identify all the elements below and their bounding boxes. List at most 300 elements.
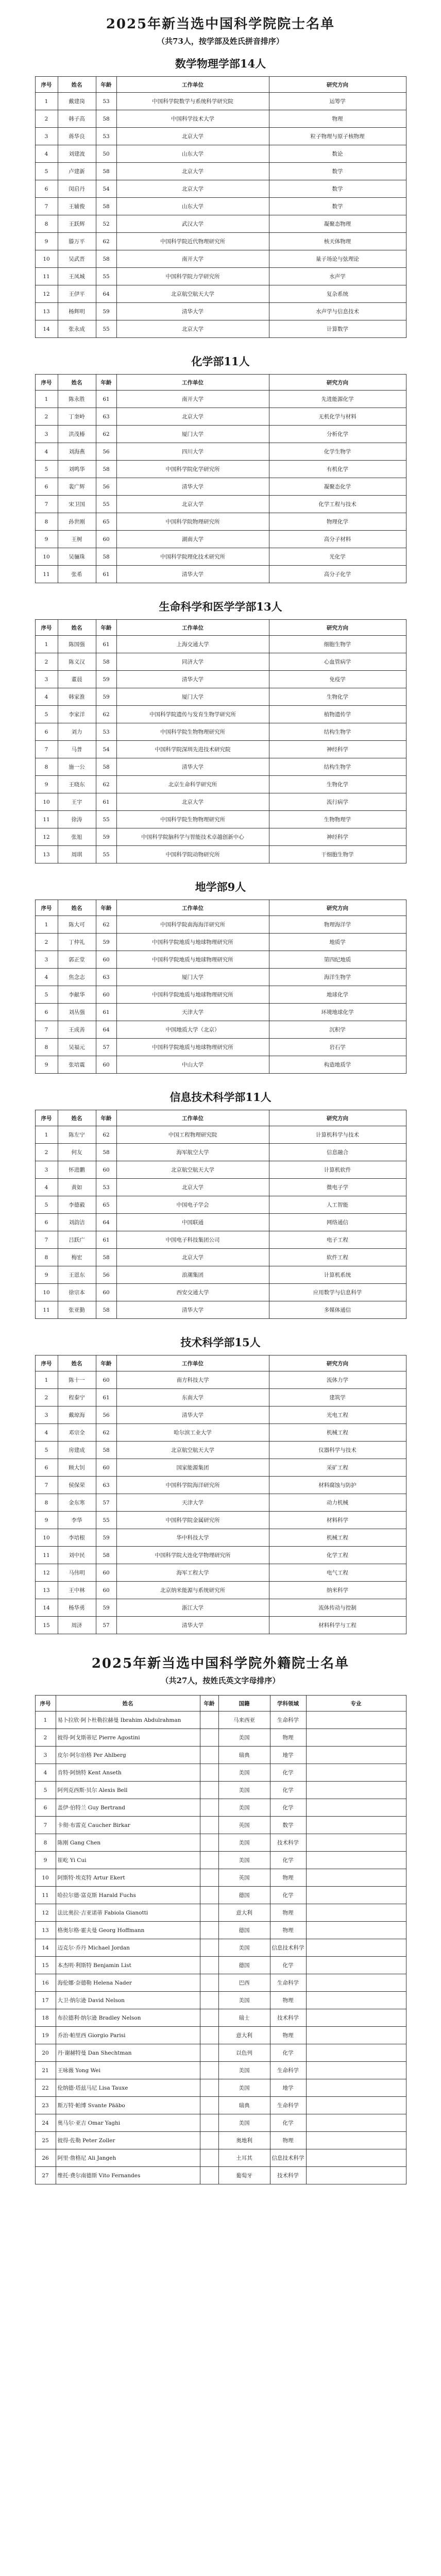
cell-age: 58 (96, 163, 116, 180)
column-header: 研究方向 (269, 1355, 406, 1371)
foreign-cell-nationality: 葡萄牙 (218, 2167, 270, 2184)
cell-name: 李德毅 (58, 1196, 96, 1214)
cell-age: 58 (96, 1249, 116, 1266)
table-header-row (35, 1355, 406, 1371)
cell-age: 60 (96, 531, 116, 548)
foreign-cell-name: 易卜拉欣·阿卜杜勒拉赫曼 Ibrahim Abdulrahman (56, 1711, 200, 1729)
cell-age: 62 (96, 233, 116, 250)
foreign-cell-field: 物理 (270, 1869, 306, 1887)
cell-field: 心血管病学 (269, 653, 406, 671)
cell-age: 60 (96, 1564, 116, 1582)
cell-no: 6 (35, 723, 58, 741)
cell-no: 10 (35, 793, 58, 811)
cell-name: 程泰宁 (58, 1389, 96, 1406)
table-row (35, 1231, 406, 1249)
cell-unit: 北京大学 (116, 408, 269, 426)
foreign-cell-name: 崔屹 Yi Cui (56, 1852, 200, 1869)
cell-age: 63 (96, 969, 116, 986)
cell-age: 59 (96, 303, 116, 320)
cell-field: 物理海洋学 (269, 916, 406, 934)
column-header: 工作单位 (116, 375, 269, 391)
column-header: 序号 (35, 1355, 58, 1371)
cell-no: 9 (35, 531, 58, 548)
cell-field: 岩石学 (269, 1039, 406, 1056)
foreign-cell-name: 王咏薇 Yong Wei (56, 2062, 200, 2079)
foreign-cell-field: 生命科学 (270, 1974, 306, 1992)
cell-field: 结构生物学 (269, 723, 406, 741)
cell-age: 61 (96, 636, 116, 653)
foreign-cell-specialty (306, 1799, 406, 1817)
cell-field: 细胞生物学 (269, 636, 406, 653)
cell-no: 6 (35, 180, 58, 198)
table-row (35, 1477, 406, 1494)
cell-field: 水声学 (269, 268, 406, 285)
cell-age: 61 (96, 1004, 116, 1021)
cell-field: 微电子学 (269, 1179, 406, 1196)
page-subtitle: （共73人，按学部及姓氏拼音排序） (157, 37, 284, 46)
table-row (35, 1021, 406, 1039)
foreign-cell-age (200, 1904, 218, 1922)
cell-unit: 清华大学 (116, 478, 269, 496)
foreign-cell-age (200, 1782, 218, 1799)
foreign-table-row (35, 1992, 406, 2009)
foreign-cell-field: 物理 (270, 1922, 306, 1939)
cell-no: 5 (35, 461, 58, 478)
cell-name: 戴琼海 (58, 1406, 96, 1424)
cell-name: 马普 (58, 741, 96, 758)
foreign-cell-field: 地学 (270, 2079, 306, 2097)
foreign-table-row (35, 1764, 406, 1782)
cell-unit: 山东大学 (116, 198, 269, 215)
cell-age: 53 (96, 723, 116, 741)
foreign-column-header: 学科领域 (270, 1696, 306, 1711)
cell-age: 62 (96, 706, 116, 723)
cell-no: 9 (35, 1056, 58, 1074)
cell-field: 网络通信 (269, 1214, 406, 1231)
table-row (35, 478, 406, 496)
table-row (35, 426, 406, 443)
cell-name: 陈义汉 (58, 653, 96, 671)
cell-unit: 四川大学 (116, 443, 269, 461)
cell-unit: 同济大学 (116, 653, 269, 671)
cell-no: 11 (35, 1547, 58, 1564)
cell-field: 生物物理学 (269, 811, 406, 828)
cell-age: 57 (96, 1494, 116, 1512)
table-row (35, 1284, 406, 1301)
foreign-column-header: 年龄 (200, 1696, 218, 1711)
cell-field: 分析化学 (269, 426, 406, 443)
foreign-table-row (35, 2027, 406, 2044)
cell-name: 戴建岗 (58, 93, 96, 110)
cell-field: 神经科学 (269, 741, 406, 758)
cell-age: 60 (96, 1056, 116, 1074)
table-row (35, 128, 406, 145)
cell-field: 电子工程 (269, 1231, 406, 1249)
cell-name: 刘建波 (58, 145, 96, 163)
table-row (35, 636, 406, 653)
foreign-cell-specialty (306, 2097, 406, 2114)
cell-unit: 中国科学院近代物理研究所 (116, 233, 269, 250)
cell-unit: 中国科学院理化技术研究所 (116, 548, 269, 566)
cell-no: 9 (35, 1266, 58, 1284)
cell-name: 陈大可 (58, 916, 96, 934)
cell-name: 丁仲礼 (58, 934, 96, 951)
foreign-cell-name: 彼得·佐勒 Peter Zoller (56, 2132, 200, 2149)
table-row (35, 461, 406, 478)
cell-field: 粒子物理与原子核物理 (269, 128, 406, 145)
foreign-cell-age (200, 2009, 218, 2027)
foreign-cell-age (200, 1711, 218, 1729)
foreign-cell-age (200, 1957, 218, 1974)
cell-no: 4 (35, 688, 58, 706)
foreign-cell-specialty (306, 1957, 406, 1974)
cell-unit: 厦门大学 (116, 969, 269, 986)
foreign-cell-nationality: 瑞典 (218, 2097, 270, 2114)
foreign-cell-field: 生命科学 (270, 1711, 306, 1729)
cell-unit: 南开大学 (116, 391, 269, 408)
cell-age: 58 (96, 1144, 116, 1161)
cell-field: 环境地球化学 (269, 1004, 406, 1021)
table-row (35, 198, 406, 215)
cell-age: 55 (96, 496, 116, 513)
cell-name: 王辅俊 (58, 198, 96, 215)
foreign-cell-specialty (306, 1974, 406, 1992)
column-header: 序号 (35, 77, 58, 93)
cell-name: 刘力 (58, 723, 96, 741)
table-row (35, 776, 406, 793)
cell-age: 55 (96, 268, 116, 285)
foreign-cell-name: 肯特·阿纳特 Kent Anseth (56, 1764, 200, 1782)
section-title: 信息技术科学部11人 (169, 1091, 272, 1104)
cell-unit: 中国电子学会 (116, 1196, 269, 1214)
cell-field: 机械工程 (269, 1529, 406, 1547)
cell-name: 陈十一 (58, 1371, 96, 1389)
cell-no: 1 (35, 1126, 58, 1144)
foreign-cell-name: 海伦娜·奈德勒 Helena Nader (56, 1974, 200, 1992)
section-table (35, 900, 406, 1074)
foreign-cell-specialty (306, 2044, 406, 2062)
foreign-table-row (35, 2079, 406, 2097)
cell-field: 材料科学与工程 (269, 1617, 406, 1634)
foreign-cell-nationality: 瑞士 (218, 2009, 270, 2027)
foreign-cell-field: 物理 (270, 2027, 306, 2044)
cell-unit: 清华大学 (116, 671, 269, 688)
cell-age: 57 (96, 1617, 116, 1634)
foreign-cell-specialty (306, 2079, 406, 2097)
table-row (35, 1406, 406, 1424)
cell-field: 生物化学 (269, 776, 406, 793)
column-header: 研究方向 (269, 900, 406, 916)
foreign-cell-field: 数学 (270, 1817, 306, 1834)
foreign-cell-name: 阿斯特·埃克特 Artur Ekert (56, 1869, 200, 1887)
cell-no: 2 (35, 1389, 58, 1406)
table-row (35, 1126, 406, 1144)
column-header: 工作单位 (116, 900, 269, 916)
foreign-table-body (35, 1711, 406, 2184)
column-header: 序号 (35, 900, 58, 916)
cell-name: 刘鸣华 (58, 461, 96, 478)
foreign-table-row (35, 1834, 406, 1852)
foreign-cell-nationality: 巴西 (218, 1974, 270, 1992)
foreign-cell-nationality: 美国 (218, 1729, 270, 1747)
cell-no: 11 (35, 811, 58, 828)
cell-unit: 中国科学院地质与地球物理研究所 (116, 986, 269, 1004)
cell-no: 5 (35, 1442, 58, 1459)
foreign-cell-age (200, 1747, 218, 1764)
cell-field: 纳米科学 (269, 1582, 406, 1599)
cell-unit: 东南大学 (116, 1389, 269, 1406)
cell-age: 58 (96, 250, 116, 268)
academy-section (0, 599, 441, 863)
cell-field: 信息融合 (269, 1144, 406, 1161)
academy-section (0, 879, 441, 1074)
foreign-cell-specialty (306, 2009, 406, 2027)
section-title: 化学部11人 (191, 355, 250, 368)
cell-no: 3 (35, 1406, 58, 1424)
foreign-cell-age (200, 1869, 218, 1887)
table-row (35, 1249, 406, 1266)
academy-section (0, 353, 441, 583)
foreign-table-row (35, 1711, 406, 1729)
cell-field: 计算机科学与技术 (269, 1126, 406, 1144)
table-row (35, 1301, 406, 1319)
cell-no: 6 (35, 1459, 58, 1477)
table-row (35, 1144, 406, 1161)
cell-unit: 中国科学院数学与系统科学研究院 (116, 93, 269, 110)
cell-unit: 中国科学院地质与地球物理研究所 (116, 1039, 269, 1056)
foreign-cell-field: 化学 (270, 1887, 306, 1904)
table-row (35, 671, 406, 688)
cell-name: 李家洋 (58, 706, 96, 723)
foreign-table-row (35, 1799, 406, 1817)
cell-unit: 南开大学 (116, 250, 269, 268)
foreign-cell-nationality: 马来西亚 (218, 1711, 270, 1729)
cell-no: 8 (35, 1039, 58, 1056)
cell-name: 张永成 (58, 320, 96, 338)
foreign-cell-field: 化学 (270, 1764, 306, 1782)
cell-no: 7 (35, 496, 58, 513)
cell-field: 计算数学 (269, 320, 406, 338)
cell-no: 6 (35, 1004, 58, 1021)
foreign-cell-no: 19 (35, 2027, 56, 2044)
foreign-cell-no: 11 (35, 1887, 56, 1904)
cell-unit: 南方科技大学 (116, 1371, 269, 1389)
foreign-cell-age (200, 2062, 218, 2079)
cell-no: 8 (35, 215, 58, 233)
column-header: 工作单位 (116, 77, 269, 93)
cell-age: 62 (96, 1424, 116, 1442)
table-row (35, 951, 406, 969)
cell-field: 地球化学 (269, 986, 406, 1004)
cell-unit: 清华大学 (116, 1406, 269, 1424)
column-header: 序号 (35, 375, 58, 391)
foreign-cell-specialty (306, 1852, 406, 1869)
table-row (35, 653, 406, 671)
foreign-cell-nationality: 土耳其 (218, 2149, 270, 2167)
cell-unit: 国家能源集团 (116, 1459, 269, 1477)
column-header: 姓名 (58, 1355, 96, 1371)
foreign-table-row (35, 2062, 406, 2079)
cell-age: 55 (96, 320, 116, 338)
foreign-cell-no: 17 (35, 1992, 56, 2009)
foreign-cell-nationality: 德国 (218, 1887, 270, 1904)
cell-unit: 中国电子科技集团公司 (116, 1231, 269, 1249)
table-row (35, 811, 406, 828)
cell-name: 洪茂椿 (58, 426, 96, 443)
cell-no: 1 (35, 636, 58, 653)
cell-no: 2 (35, 110, 58, 128)
cell-field: 应用数学与信息科学 (269, 1284, 406, 1301)
foreign-table-row (35, 1922, 406, 1939)
cell-name: 黄如 (58, 1179, 96, 1196)
foreign-cell-age (200, 2044, 218, 2062)
cell-unit: 清华大学 (116, 566, 269, 583)
cell-name: 王中林 (58, 1582, 96, 1599)
cell-field: 计算机系统 (269, 1266, 406, 1284)
sections-container (0, 56, 441, 1634)
foreign-cell-nationality: 意大利 (218, 1904, 270, 1922)
foreign-cell-no: 21 (35, 2062, 56, 2079)
cell-name: 陈左宁 (58, 1126, 96, 1144)
foreign-cell-age (200, 2027, 218, 2044)
cell-no: 7 (35, 1021, 58, 1039)
foreign-table-row (35, 2132, 406, 2149)
cell-name: 董晨 (58, 671, 96, 688)
cell-no: 2 (35, 1144, 58, 1161)
cell-no: 3 (35, 951, 58, 969)
cell-unit: 北京大学 (116, 1179, 269, 1196)
cell-age: 58 (96, 461, 116, 478)
cell-age: 56 (96, 1406, 116, 1424)
cell-field: 化学生物学 (269, 443, 406, 461)
cell-age: 59 (96, 1599, 116, 1617)
cell-unit: 中国科学院生物物理研究所 (116, 723, 269, 741)
cell-no: 1 (35, 1371, 58, 1389)
table-row (35, 846, 406, 863)
cell-field: 流行病学 (269, 793, 406, 811)
cell-age: 58 (96, 548, 116, 566)
cell-name: 梅宏 (58, 1249, 96, 1266)
cell-field: 物理 (269, 110, 406, 128)
cell-name: 韩子高 (58, 110, 96, 128)
cell-age: 58 (96, 653, 116, 671)
cell-no: 1 (35, 391, 58, 408)
cell-unit: 中国科学院遗传与发育生物学研究所 (116, 706, 269, 723)
cell-age: 57 (96, 1039, 116, 1056)
foreign-cell-no: 14 (35, 1939, 56, 1957)
cell-no: 14 (35, 320, 58, 338)
cell-age: 65 (96, 513, 116, 531)
foreign-table-row (35, 2114, 406, 2132)
column-header: 研究方向 (269, 375, 406, 391)
cell-age: 61 (96, 1231, 116, 1249)
foreign-cell-nationality: 美国 (218, 1834, 270, 1852)
foreign-cell-field: 化学 (270, 2114, 306, 2132)
foreign-cell-name: 彼得·阿戈斯蒂尼 Pierre Agostini (56, 1729, 200, 1747)
cell-unit: 浙江大学 (116, 1599, 269, 1617)
cell-unit: 海军工程大学 (116, 1564, 269, 1582)
cell-age: 60 (96, 951, 116, 969)
cell-name: 顾大钊 (58, 1459, 96, 1477)
cell-no: 7 (35, 1231, 58, 1249)
foreign-cell-nationality: 意大利 (218, 2027, 270, 2044)
cell-age: 62 (96, 426, 116, 443)
foreign-cell-nationality: 奥地利 (218, 2132, 270, 2149)
cell-age: 58 (96, 110, 116, 128)
cell-no: 5 (35, 706, 58, 723)
foreign-cell-age (200, 2167, 218, 2184)
table-row (35, 513, 406, 531)
cell-name: 郭正堂 (58, 951, 96, 969)
cell-name: 吕跃广 (58, 1231, 96, 1249)
foreign-cell-specialty (306, 1782, 406, 1799)
cell-field: 采矿工程 (269, 1459, 406, 1477)
cell-age: 60 (96, 1284, 116, 1301)
cell-name: 滕万平 (58, 233, 96, 250)
foreign-cell-age (200, 1939, 218, 1957)
table-row (35, 1442, 406, 1459)
foreign-cell-name: 伦纳德·塔兹马尼 Lisa Tauxe (56, 2079, 200, 2097)
foreign-cell-age (200, 1834, 218, 1852)
cell-no: 10 (35, 250, 58, 268)
cell-age: 59 (96, 934, 116, 951)
cell-no: 7 (35, 198, 58, 215)
cell-name: 丁奎岭 (58, 408, 96, 426)
foreign-cell-nationality: 瑞典 (218, 1747, 270, 1764)
cell-age: 58 (96, 1442, 116, 1459)
cell-unit: 北京纳米能源与系统研究所 (116, 1582, 269, 1599)
cell-field: 动力机械 (269, 1494, 406, 1512)
cell-name: 邓宗全 (58, 1424, 96, 1442)
table-row (35, 688, 406, 706)
foreign-table (35, 1695, 406, 2184)
foreign-table-row (35, 2149, 406, 2167)
cell-no: 4 (35, 969, 58, 986)
cell-unit: 中国科学院地质与地球物理研究所 (116, 934, 269, 951)
cell-name: 杨辉明 (58, 303, 96, 320)
cell-unit: 中国科学院动物研究所 (116, 846, 269, 863)
table-row (35, 250, 406, 268)
foreign-cell-no: 13 (35, 1922, 56, 1939)
cell-name: 刘韵洁 (58, 1214, 96, 1231)
foreign-cell-name: 乔治·帕里西 Giorgio Parisi (56, 2027, 200, 2044)
foreign-cell-no: 9 (35, 1852, 56, 1869)
foreign-cell-no: 7 (35, 1817, 56, 1834)
foreign-cell-name: 盖伊·伯特兰 Guy Bertrand (56, 1799, 200, 1817)
cell-field: 复杂系统 (269, 285, 406, 303)
cell-unit: 中国地质大学（北京） (116, 1021, 269, 1039)
cell-name: 王凤城 (58, 268, 96, 285)
cell-name: 李华 (58, 1512, 96, 1529)
cell-no: 4 (35, 145, 58, 163)
cell-field: 凝聚态化学 (269, 478, 406, 496)
academy-section (0, 56, 441, 338)
foreign-column-header: 姓名 (56, 1696, 200, 1711)
cell-age: 58 (96, 1301, 116, 1319)
foreign-column-header: 国籍 (218, 1696, 270, 1711)
section-table (35, 1110, 406, 1319)
cell-no: 5 (35, 163, 58, 180)
foreign-cell-specialty (306, 1904, 406, 1922)
table-row (35, 320, 406, 338)
cell-name: 王成善 (58, 1021, 96, 1039)
cell-name: 王晓东 (58, 776, 96, 793)
cell-unit: 中国联通 (116, 1214, 269, 1231)
foreign-cell-name: 陈刚 Gang Chen (56, 1834, 200, 1852)
table-row (35, 268, 406, 285)
cell-field: 建筑学 (269, 1389, 406, 1406)
cell-age: 54 (96, 741, 116, 758)
